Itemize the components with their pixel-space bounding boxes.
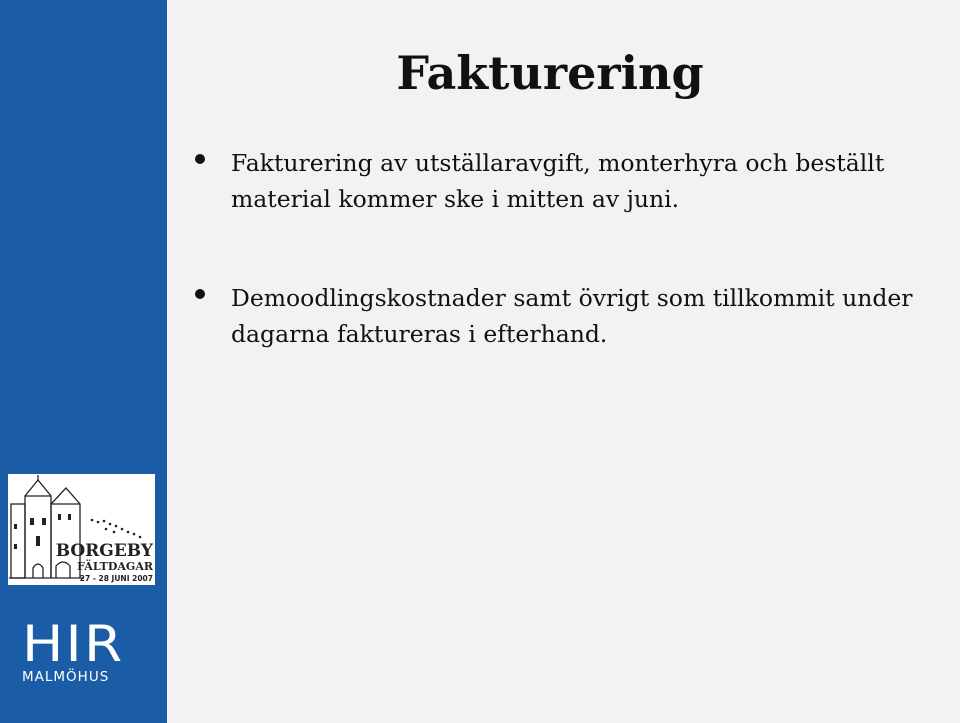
- bullet-text: Fakturering av utställaravgift, monterhyra och beställt material kommer ske i mitten av juni.: [231, 149, 885, 213]
- org-logo-sub: MALMÖHUS: [22, 669, 110, 685]
- bullet-icon: [195, 154, 205, 164]
- event-logo-name: BORGEBY: [55, 541, 153, 561]
- slide-title: Fakturering: [396, 46, 704, 100]
- sidebar: [0, 0, 167, 723]
- bullet-text: Demoodlingskostnader samt övrigt som tillkommit under dagarna faktureras i efterhand.: [231, 284, 913, 348]
- castle-illustration: [8, 474, 155, 585]
- event-logo-dates: 27 - 28 JUNI 2007: [79, 574, 153, 583]
- bullet-list: [195, 145, 915, 415]
- org-logo-main: HIR: [22, 615, 125, 673]
- bullet-item: [195, 280, 915, 352]
- event-logo-subtitle: FÄLTDAGAR: [77, 560, 153, 573]
- borgeby-faltdagar-logo: [8, 474, 155, 585]
- hir-malmohus-logo: [22, 615, 152, 688]
- bullet-item: [195, 145, 915, 217]
- bullet-icon: [195, 289, 205, 299]
